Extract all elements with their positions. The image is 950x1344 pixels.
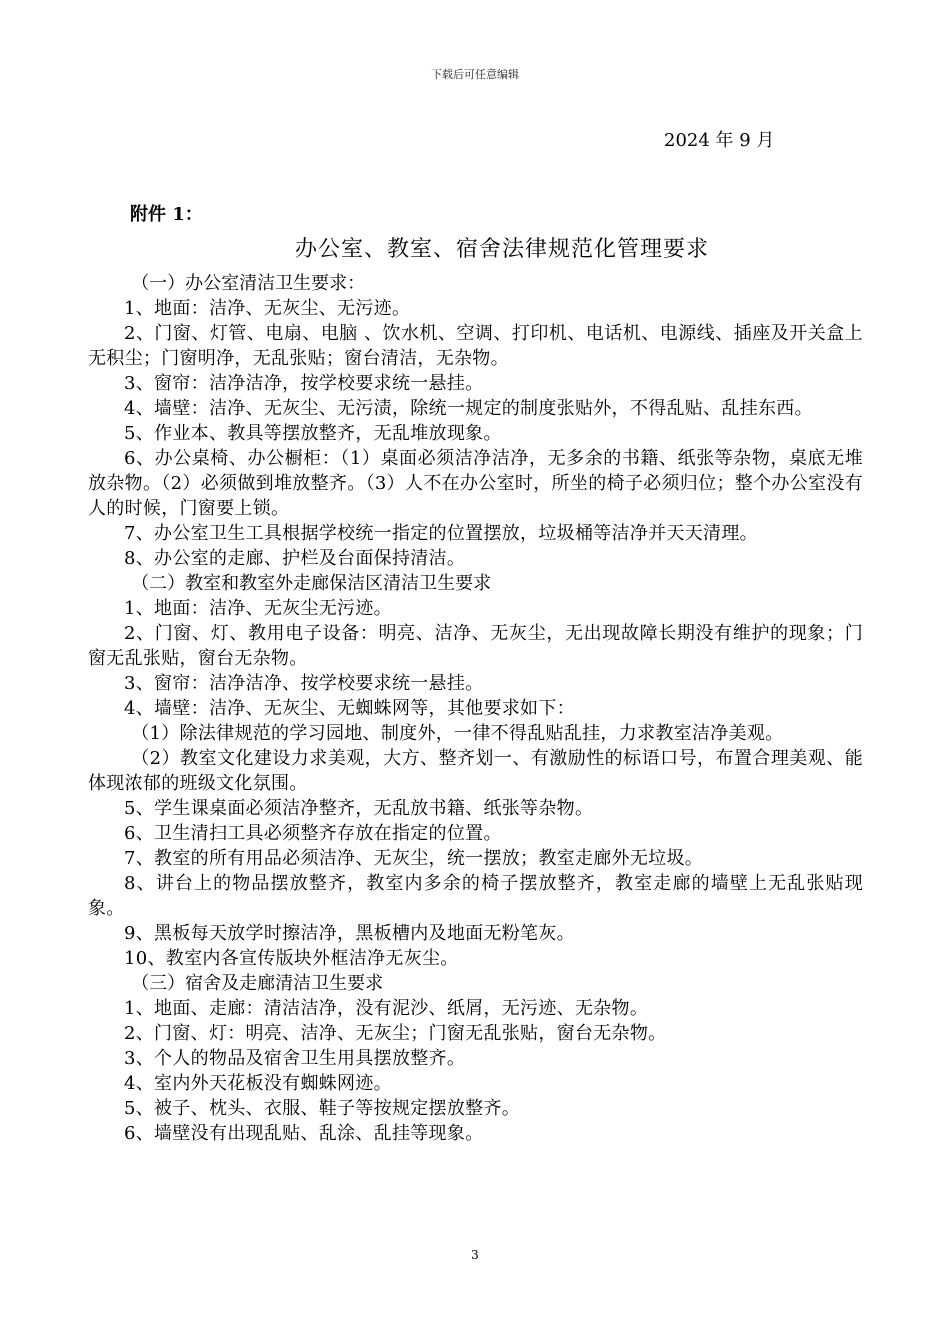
paragraph: 4、墙壁：洁净、无灰尘、无蜘蛛网等，其他要求如下： — [124, 698, 575, 719]
paragraph: 2、门窗、灯管、电扇、电脑 、饮水机、空调、打印机、电话机、电源线、插座及开关盒上无积尘；门窗明净，无乱张贴；窗台清洁，无杂物。 — [88, 323, 863, 369]
paragraph: 8、办公室的走廊、护栏及台面保持清洁。 — [124, 548, 466, 569]
document-title: 办公室、教室、宿舍法律规范化管理要求 — [294, 237, 709, 262]
document-body — [88, 271, 863, 1146]
paragraph: 3、窗帘：洁净洁净、按学校要求统一悬挂。 — [124, 673, 484, 694]
document-date: 2024 年 9 月 — [664, 130, 775, 151]
paragraph: 3、窗帘：洁净洁净，按学校要求统一悬挂。 — [124, 373, 484, 394]
paragraph: 5、学生课桌面必须洁净整齐，无乱放书籍、纸张等杂物。 — [124, 798, 594, 819]
paragraph: （2）教室文化建设力求美观，大方、整齐划一、有激励性的标语口号，布置合理美观、能体现浓郁的班级文化氛围。 — [88, 748, 863, 794]
paragraph: 4、墙壁：洁净、无灰尘、无污渍，除统一规定的制度张贴外，不得乱贴、乱挂东西。 — [124, 398, 813, 419]
paragraph: 5、作业本、教具等摆放整齐，无乱堆放现象。 — [124, 423, 502, 444]
paragraph: 2、门窗、灯：明亮、洁净、无灰尘；门窗无乱张贴，窗台无杂物。 — [124, 1023, 667, 1044]
header-note: 下载后可任意编辑 — [431, 68, 519, 81]
section-heading: （二）教室和教室外走廊保洁区清洁卫生要求 — [131, 573, 492, 594]
paragraph: 7、教室的所有用品必须洁净、无灰尘，统一摆放；教室走廊外无垃圾。 — [124, 848, 704, 869]
section-heading: （三）宿舍及走廊清洁卫生要求 — [131, 973, 384, 994]
paragraph: 6、卫生清扫工具必须整齐存放在指定的位置。 — [124, 823, 502, 844]
page-number: 3 — [471, 1248, 479, 1262]
paragraph: 5、被子、枕头、衣服、鞋子等按规定摆放整齐。 — [124, 1098, 521, 1119]
paragraph: 3、个人的物品及宿舍卫生用具摆放整齐。 — [124, 1048, 466, 1069]
paragraph: 10、教室内各宣传版块外框洁净无灰尘。 — [124, 948, 459, 969]
paragraph: 2、门窗、灯、教用电子设备：明亮、洁净、无灰尘，无出现故障长期没有维护的现象；门窗无乱张贴，窗台无杂物。 — [88, 623, 863, 669]
paragraph: 8、讲台上的物品摆放整齐，教室内多余的椅子摆放整齐，教室走廊的墙壁上无乱张贴现象。 — [88, 873, 863, 919]
paragraph: （1）除法律规范的学习园地、制度外，一律不得乱贴乱挂，力求教室洁净美观。 — [131, 723, 784, 744]
paragraph: 9、黑板每天放学时擦洁净，黑板槽内及地面无粉笔灰。 — [124, 923, 575, 944]
paragraph: 4、室内外天花板没有蜘蛛网迹。 — [124, 1073, 392, 1094]
section-heading: （一）办公室清洁卫生要求： — [131, 273, 366, 294]
paragraph: 6、办公桌椅、办公橱柜：（1）桌面必须洁净洁净，无多余的书籍、纸张等杂物，桌底无堆放杂物。（2）必须做到堆放整齐。（3）人不在办公室时，所坐的椅子必须归位；整个办公室没有人的时候，门窗要上锁。 — [88, 448, 863, 519]
paragraph: 1、地面、走廊：清洁洁净，没有泥沙、纸屑，无污迹、无杂物。 — [124, 998, 649, 1019]
paragraph: 7、办公室卫生工具根据学校统一指定的位置摆放，垃圾桶等洁净并天天清理。 — [124, 523, 758, 544]
attachment-label: 附件 1： — [130, 204, 203, 225]
paragraph: 1、地面：洁净、无灰尘无污迹。 — [124, 598, 392, 619]
paragraph: 1、地面：洁净、无灰尘、无污迹。 — [124, 298, 411, 319]
paragraph: 6、墙壁没有出现乱贴、乱涂、乱挂等现象。 — [124, 1123, 484, 1144]
